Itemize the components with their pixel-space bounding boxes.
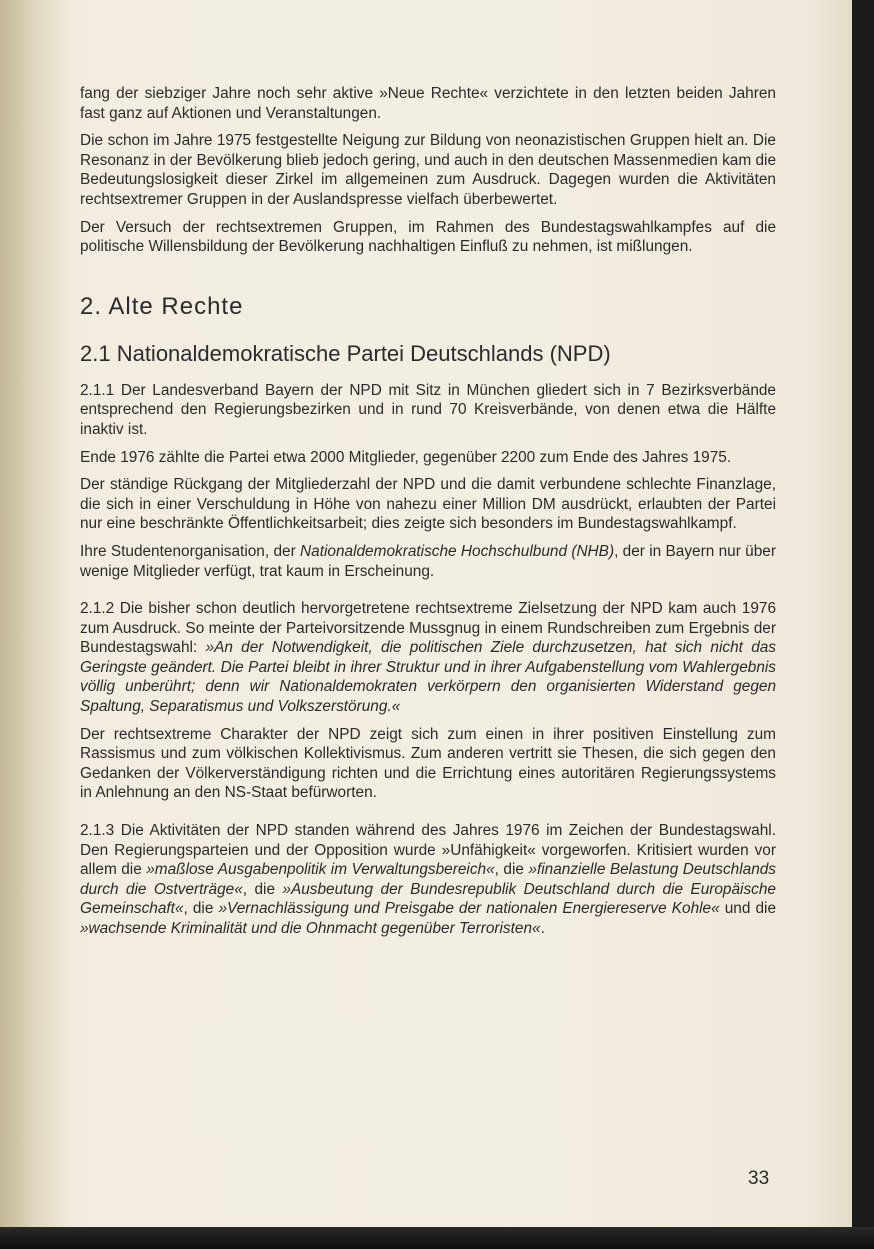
paragraph-character: Der rechtsextreme Charakter der NPD zeigt sich zum einen in ihrer positiven Einstellung zum Rassismus und zum völkischen Kollektivismus. Zum anderen vertritt sie Thesen, die sich gegen den Gedanken der Völkerverständigung richten und die Errichtung eines autoritären Regierungssystems in Anlehnung an den NS-Staat befürworten. [80,725,776,802]
paragraph-members: Ende 1976 zählte die Partei etwa 2000 Mitglieder, gegenüber 2200 zum Ende des Jahres 1975. [80,448,732,466]
quote-kriminalitaet: »wachsende Kriminalität und die Ohnmacht gegenüber Terroristen« [80,920,541,937]
text-run: 2.1.2 Die bisher schon deutlich hervorgetretene rechtsextreme Zielsetzung der NPD kam auch 1976 zum Ausdruck. So meinte der Parteivorsitzende Mussgnug in einem Rundschreiben zum Ergebnis der Bundestagswahl: [80,600,776,657]
emphasis-nhb: Nationaldemokratische Hochschulbund (NHB) [300,542,615,560]
quote-kohle: »Vernachlässigung und Preisgabe der nationalen Energiereserve Kohle« [218,900,720,918]
paragraph-finances: Der ständige Rückgang der Mitgliederzahl der NPD und die damit verbundene schlechte Finanzlage, die sich in einer Verschuldung in Höhe von nahezu einer Million DM ausdrückt, erlaubten der Partei nur eine beschränkte Öffentlichkeitsarbeit; dies zeigte sich besonders im Bundestagswahlkampf. [80,476,776,533]
page-number: 33 [748,1168,770,1189]
paragraph-student-org [80,542,776,581]
text-run: . [540,920,545,937]
paragraph-2-1-3 [80,821,776,939]
quote-ausgabenpolitik: »maßlose Ausgabenpolitik im Verwaltungsbereich« [146,861,495,879]
text-run: , die [183,900,219,918]
page-content [80,84,776,947]
quote-mussgnug: »An der Notwendigkeit, die politischen Ziele durchzusetzen, hat sich nicht das Geringste geändert. Die Partei bleibt in ihrer Struktur und in ihrer Aufgabenstellung vom Wahlergebnis völlig unberührt; denn wir Nationaldemokraten verkörpern den organisierten Widerstand gegen Spaltung, Separatismus und Volkszerstörung.« [80,639,777,716]
text-run: , der in Bayern nur über wenige Mitglieder verfügt, trat kaum in Erscheinung. [80,542,776,580]
section-heading: 2. Alte Rechte [80,292,244,320]
quote-ausbeutung: »Ausbeutung der Bundesrepublik Deutschland durch die Europäische Gemeinschaft« [80,880,776,918]
paragraph-2-1-2 [80,599,776,717]
text-run: 2.1.3 Die Aktivitäten der NPD standen während des Jahres 1976 im Zeichen der Bundestagswahl. Den Regierungsparteien und der Opposition wurde »Unfähigkeit« vorgeworfen. Kritisiert wurden vor allem die [80,822,776,879]
paragraph-neue-rechte: fang der siebziger Jahre noch sehr aktive »Neue Rechte« verzichtete in den letzten beiden Jahren fast ganz auf Aktionen und Veranstaltungen. [80,85,776,122]
text-run: , die [494,861,529,879]
text-run: Ihre Studentenorganisation, der [80,542,301,560]
paragraph-neonazi-groups: Die schon im Jahre 1975 festgestellte Neigung zur Bildung von neonazistischen Gruppen hielt an. Die Resonanz in der Bevölkerung blieb jedoch gering, und auch in den deutschen Massenmedien kam die Bedeutungslosigkeit dieser Zirkel im allgemeinen zum Ausdruck. Dagegen wurden die Aktivitäten rechtsextremer Gruppen in der Auslandspresse vielfach überbewertet. [80,132,776,208]
scan-edge [0,1227,874,1249]
paragraph-2-1-1: 2.1.1 Der Landesverband Bayern der NPD mit Sitz in München gliedert sich in 7 Bezirksverbände entsprechend den Regierungsbezirken und in rund 70 Kreisverbände, von denen etwa die Hälfte inaktiv ist. [80,381,776,438]
text-run: , die [242,880,283,898]
subsection-heading: 2.1 Nationaldemokratische Partei Deutschlands (NPD) [80,340,611,366]
quote-ostvertraege: »finanzielle Belastung Deutschlands durch die Ostverträge« [80,861,777,898]
text-run: und die [719,900,776,918]
paragraph-election-influence: Der Versuch der rechtsextremen Gruppen, im Rahmen des Bundestagswahlkampfes auf die politische Willensbildung der Bevölkerung nachhaltigen Einfluß zu nehmen, ist mißlungen. [80,218,776,256]
